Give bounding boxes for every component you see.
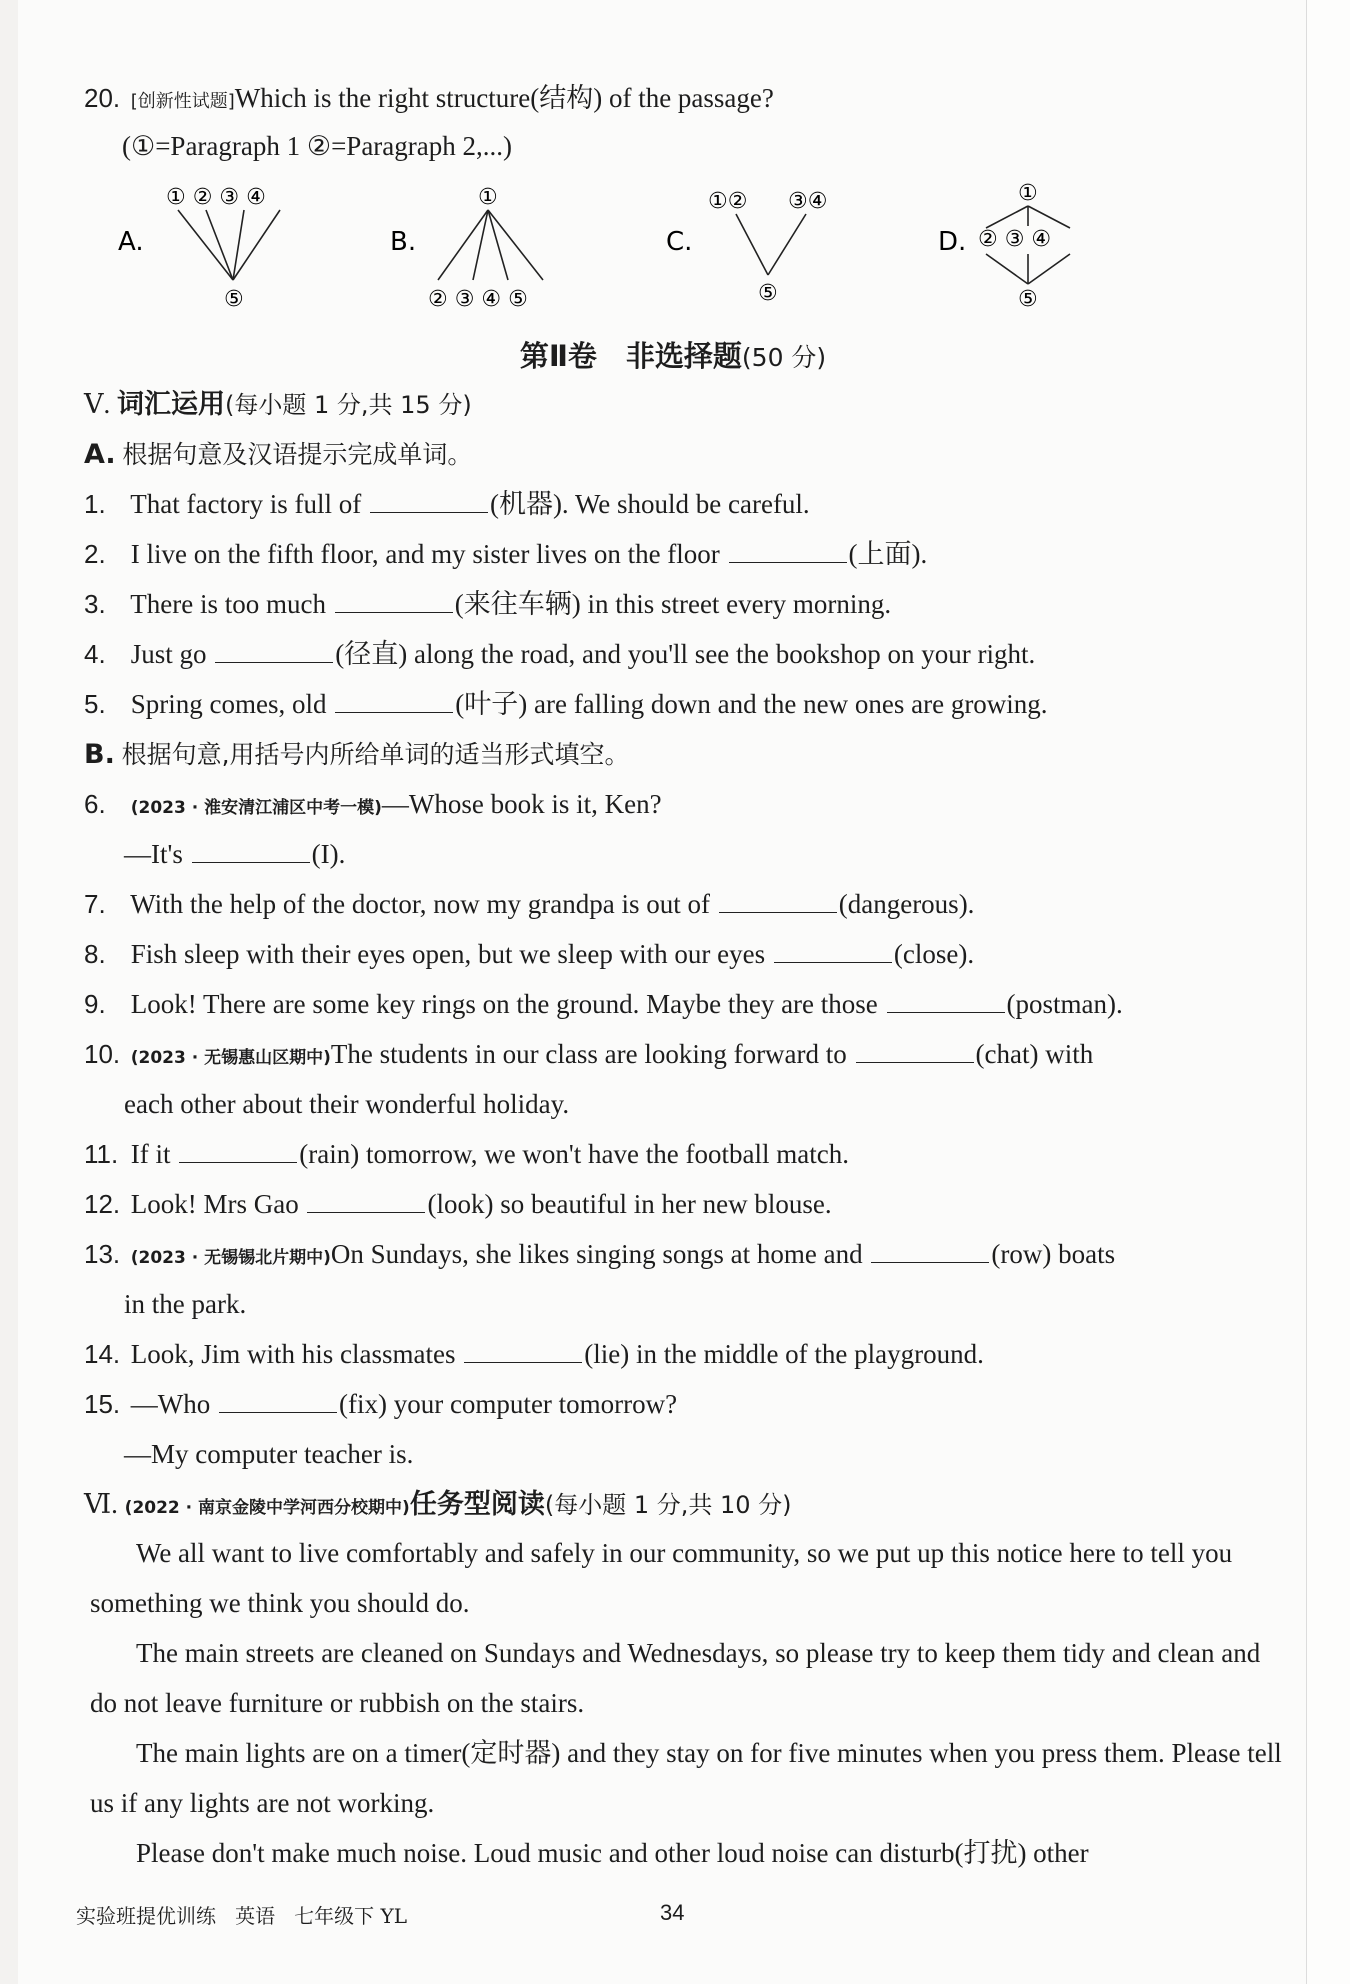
question-text-after: (fix) your computer tomorrow? (338, 1389, 678, 1419)
question-number: 10. (84, 1039, 121, 1069)
answer-blank[interactable] (370, 486, 488, 513)
question-text: There is too much (130, 589, 326, 619)
question-text-after: (row) boats (991, 1239, 1116, 1269)
answer-blank[interactable] (719, 886, 837, 913)
answer-blank[interactable] (729, 536, 847, 563)
question-number: 5. (84, 689, 106, 719)
question-text-after: (上面). (848, 539, 928, 569)
question-7 (84, 886, 1284, 922)
answer-blank[interactable] (856, 1036, 974, 1063)
answer-blank[interactable] (887, 986, 1005, 1013)
option-b-label: B. (390, 227, 417, 257)
question-text: —It's (124, 839, 183, 869)
option-b-top: ① (478, 185, 498, 210)
question-number: 6. (84, 789, 106, 819)
option-b-bottom: ② ③ ④ ⑤ (428, 287, 528, 310)
part-6-score: (每小题 1 分,共 10 分) (544, 1491, 792, 1519)
question-1 (84, 486, 1284, 522)
option-c-label: C. (666, 227, 693, 257)
part-5-title: 词汇运用 (117, 389, 225, 420)
option-a-label: A. (118, 227, 144, 257)
question-text: The students in our class are looking forward to (330, 1039, 847, 1069)
question-text: Fish sleep with their eyes open, but we sleep with our eyes (130, 939, 766, 969)
question-source: (2023 · 淮安清江浦区中考一模) (130, 798, 382, 818)
question-13-line2: in the park. (124, 1289, 247, 1319)
answer-blank[interactable] (335, 586, 453, 613)
question-text-after: (close). (893, 939, 975, 969)
question-text-after: (postman). (1006, 989, 1123, 1019)
question-number: 1. (84, 489, 106, 519)
footer-book (76, 1900, 407, 1929)
answer-blank[interactable] (464, 1336, 582, 1363)
question-number: 20. (84, 83, 121, 113)
question-4 (84, 636, 1284, 672)
page-number: 34 (660, 1900, 685, 1925)
answer-blank[interactable] (215, 636, 333, 663)
question-20-note: (①=Paragraph 1 ②=Paragraph 2,...) (122, 131, 512, 161)
part-5-score: (每小题 1 分,共 15 分) (225, 391, 472, 419)
question-text-after: (叶子) are falling down and the new ones are growing. (455, 689, 1048, 719)
question-number: 15. (84, 1389, 121, 1419)
part-5b-label: B. (84, 739, 115, 770)
option-c-top-left: ①② (708, 189, 748, 214)
part-5a-label: A. (84, 439, 116, 470)
question-text-after: (rain) tomorrow, we won't have the football match. (299, 1139, 849, 1169)
question-number: 11. (84, 1139, 119, 1169)
option-a-top: ① ② ③ ④ (166, 185, 266, 210)
question-14 (84, 1336, 1284, 1372)
answer-blank[interactable] (871, 1236, 989, 1263)
question-number: 9. (84, 989, 106, 1019)
option-c-top-right: ③④ (788, 189, 828, 214)
question-8 (84, 936, 1284, 972)
structure-diagrams (18, 180, 1318, 310)
question-text: Spring comes, old (130, 689, 327, 719)
part-5-roman: Ⅴ. (84, 389, 111, 419)
question-text: That factory is full of (130, 489, 362, 519)
question-6 (84, 786, 1284, 826)
option-d-top: ① (1018, 181, 1038, 206)
question-text: Look! Mrs Gao (130, 1189, 299, 1219)
question-text-after: (机器). We should be careful. (489, 489, 810, 519)
question-number: 2. (84, 539, 106, 569)
option-c-lines (736, 214, 806, 275)
section-title (18, 334, 1328, 375)
question-13 (84, 1236, 1284, 1276)
question-text-after: (径直) along the road, and you'll see the bookshop on your right. (335, 639, 1036, 669)
question-2 (84, 536, 1284, 572)
question-number: 4. (84, 639, 106, 669)
question-number: 14. (84, 1339, 121, 1369)
answer-blank[interactable] (307, 1186, 425, 1213)
question-text-after: (chat) with (975, 1039, 1094, 1069)
question-text-after: (来往车辆) in this street every morning. (454, 589, 892, 619)
option-d-middle: ② ③ ④ (978, 227, 1052, 252)
question-text: Look! There are some key rings on the ground. Maybe they are those (130, 989, 878, 1019)
question-text-after: (lie) in the middle of the playground. (584, 1339, 984, 1369)
answer-blank[interactable] (192, 836, 310, 863)
question-text: With the help of the doctor, now my grandpa is out of (130, 889, 710, 919)
question-5 (84, 686, 1284, 722)
part-5a-text: 根据句意及汉语提示完成单词。 (122, 440, 473, 469)
question-15-line2: —My computer teacher is. (124, 1439, 414, 1469)
section-score: (50 分) (741, 343, 827, 372)
adjacent-page-edge (1306, 0, 1350, 1984)
section-title-text: 第Ⅱ卷 非选择题 (519, 339, 742, 373)
part-6-source: (2022 · 南京金陵中学河西分校期中) (124, 1498, 410, 1518)
part-5b-instruction (84, 736, 1284, 773)
question-text: On Sundays, she likes singing songs at home and (330, 1239, 863, 1269)
question-10-line2: each other about their wonderful holiday. (124, 1089, 570, 1119)
question-text: —Whose book is it, Ken? (381, 789, 662, 819)
option-c-bottom: ⑤ (758, 281, 778, 306)
question-tag: [创新性试题] (130, 91, 235, 112)
question-9 (84, 986, 1284, 1022)
part-6-title: 任务型阅读 (409, 1489, 545, 1520)
question-text: Which is the right structure(结构) of the passage? (234, 83, 774, 113)
question-6-line2 (124, 836, 1284, 872)
option-a-lines (178, 210, 280, 280)
footer-subject: 英语 (235, 1904, 276, 1928)
option-d-label: D. (938, 227, 967, 257)
question-number: 8. (84, 939, 106, 969)
answer-blank[interactable] (179, 1136, 297, 1163)
option-b-lines (438, 210, 543, 280)
question-3 (84, 586, 1284, 622)
answer-blank[interactable] (774, 936, 892, 963)
footer-book-title: 实验班提优训练 (76, 1904, 216, 1928)
passage-paragraph-4: Please don't make much noise. Loud music and other loud noise can disturb(打扰) other (136, 1838, 1089, 1868)
question-number: 13. (84, 1239, 121, 1269)
question-text: Just go (130, 639, 207, 669)
answer-blank[interactable] (219, 1386, 337, 1413)
question-text: —Who (130, 1389, 211, 1419)
question-15 (84, 1386, 1284, 1422)
question-text: If it (130, 1139, 171, 1169)
question-number: 12. (84, 1189, 121, 1219)
passage-paragraph-3: The main lights are on a timer(定时器) and they stay on for five minutes when you press them. Please tell us if any lights are not working. (90, 1738, 1282, 1818)
question-source: (2023 · 无锡锡北片期中) (130, 1248, 331, 1268)
question-text: Look, Jim with his classmates (130, 1339, 456, 1369)
part-5b-text: 根据句意,用括号内所给单词的适当形式填空。 (121, 740, 630, 769)
question-10 (84, 1036, 1284, 1076)
question-number: 7. (84, 889, 106, 919)
question-12 (84, 1186, 1284, 1222)
question-number: 3. (84, 589, 106, 619)
option-a-bottom: ⑤ (224, 287, 244, 310)
footer-grade: 七年级下 YL (294, 1904, 407, 1928)
question-20 (84, 80, 1284, 120)
question-text-after: (look) so beautiful in her new blouse. (427, 1189, 832, 1219)
question-text: I live on the fifth floor, and my sister lives on the floor (130, 539, 720, 569)
passage-paragraph-1: We all want to live comfortably and safely in our community, so we put up this notice here to tell you something we think you should do. (90, 1538, 1233, 1618)
exam-page (18, 0, 1328, 1984)
passage-paragraph-2: The main streets are cleaned on Sundays and Wednesdays, so please try to keep them tidy and clean and do not leave furniture or rubbish on the stairs. (90, 1638, 1261, 1718)
question-source: (2023 · 无锡惠山区期中) (130, 1048, 331, 1068)
part-5a-instruction (84, 436, 1284, 473)
option-d-bottom: ⑤ (1018, 287, 1038, 310)
part-6-roman: Ⅵ. (84, 1489, 118, 1519)
answer-blank[interactable] (335, 686, 453, 713)
question-text-after: (dangerous). (838, 889, 975, 919)
question-text-after: (I). (311, 839, 346, 869)
part-6-heading (84, 1486, 1284, 1526)
question-11 (84, 1136, 1284, 1172)
part-5-heading (84, 386, 1284, 423)
